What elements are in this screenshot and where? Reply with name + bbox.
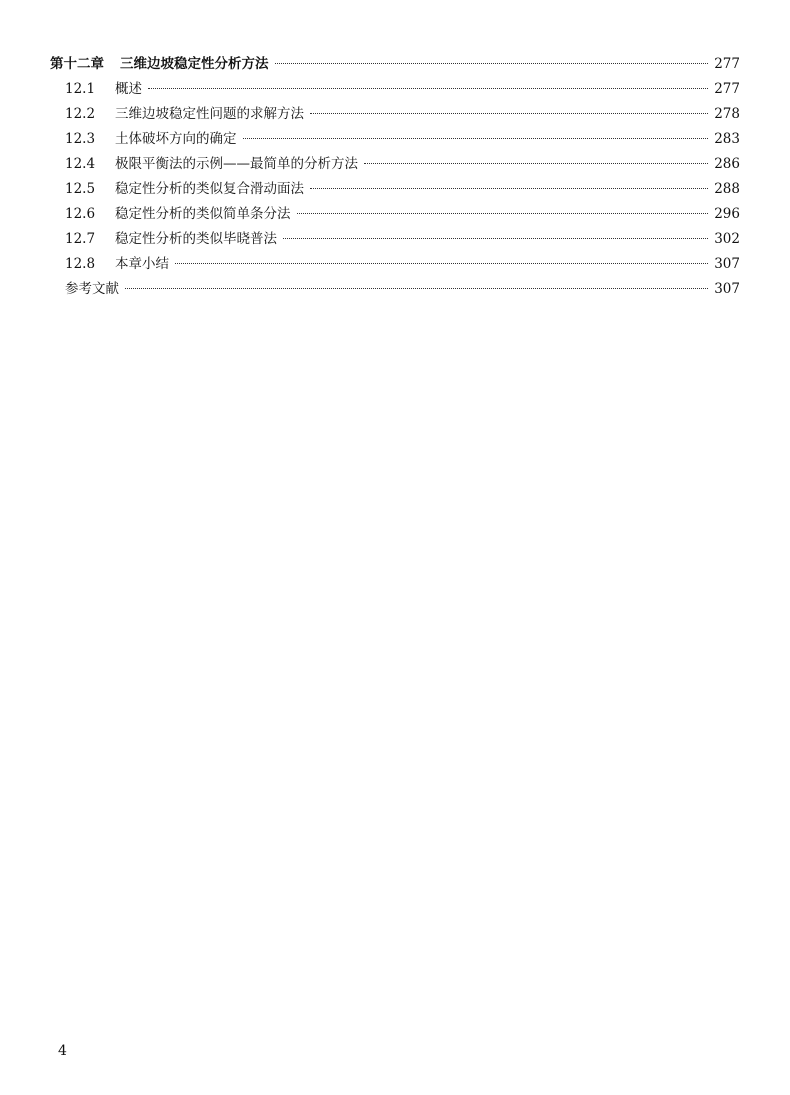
- section-page-number: 302: [714, 231, 740, 247]
- dot-leader: [297, 213, 709, 214]
- section-page-number: 286: [714, 156, 740, 172]
- dot-leader: [275, 63, 709, 64]
- dot-leader: [310, 113, 708, 114]
- section-number: 12.2: [65, 106, 96, 122]
- dot-leader: [175, 263, 708, 264]
- section-page-number: 277: [714, 81, 740, 97]
- section-number: 12.6: [65, 206, 96, 222]
- toc-section-entry-12-2[interactable]: [50, 102, 740, 127]
- section-title: 本章小结: [115, 256, 169, 272]
- section-title: 土体破坏方向的确定: [115, 131, 237, 147]
- section-title: 概述: [115, 81, 142, 97]
- toc-section-entry-12-1[interactable]: [50, 77, 740, 102]
- section-page-number: 283: [714, 131, 740, 147]
- section-title: 稳定性分析的类似毕晓普法: [115, 231, 277, 247]
- section-number: 12.3: [65, 131, 96, 147]
- toc-section-entry-12-5[interactable]: [50, 177, 740, 202]
- toc-section-entry-12-7[interactable]: [50, 227, 740, 252]
- dot-leader: [283, 238, 708, 239]
- dot-leader: [364, 163, 708, 164]
- section-number: 12.5: [65, 181, 96, 197]
- section-number: 12.7: [65, 231, 96, 247]
- dot-leader: [310, 188, 708, 189]
- section-title: 极限平衡法的示例——最简单的分析方法: [115, 156, 358, 172]
- section-number: 12.4: [65, 156, 96, 172]
- toc-chapter-entry[interactable]: [50, 52, 740, 77]
- chapter-title: 三维边坡稳定性分析方法: [120, 56, 269, 72]
- dot-leader: [125, 288, 708, 289]
- section-title: 稳定性分析的类似简单条分法: [115, 206, 291, 222]
- toc-section-entry-12-8[interactable]: [50, 252, 740, 277]
- section-title: 三维边坡稳定性问题的求解方法: [115, 106, 304, 122]
- table-of-contents: [50, 52, 740, 302]
- dot-leader: [243, 138, 709, 139]
- section-page-number: 296: [714, 206, 740, 222]
- toc-section-entry-12-6[interactable]: [50, 202, 740, 227]
- section-number: 12.8: [65, 256, 96, 272]
- dot-leader: [148, 88, 708, 89]
- section-number: 12.1: [65, 81, 96, 97]
- section-page-number: 307: [714, 256, 740, 272]
- references-title: 参考文献: [65, 281, 119, 297]
- section-page-number: 288: [714, 181, 740, 197]
- chapter-heading: [50, 52, 269, 77]
- page-number: 4: [58, 1043, 67, 1059]
- toc-section-entry-12-4[interactable]: [50, 152, 740, 177]
- chapter-number: 第十二章: [50, 56, 104, 72]
- section-page-number: 278: [714, 106, 740, 122]
- toc-section-entry-12-3[interactable]: [50, 127, 740, 152]
- chapter-page-number: 277: [714, 56, 740, 72]
- references-page-number: 307: [714, 281, 740, 297]
- toc-references-entry[interactable]: [50, 277, 740, 302]
- section-title: 稳定性分析的类似复合滑动面法: [115, 181, 304, 197]
